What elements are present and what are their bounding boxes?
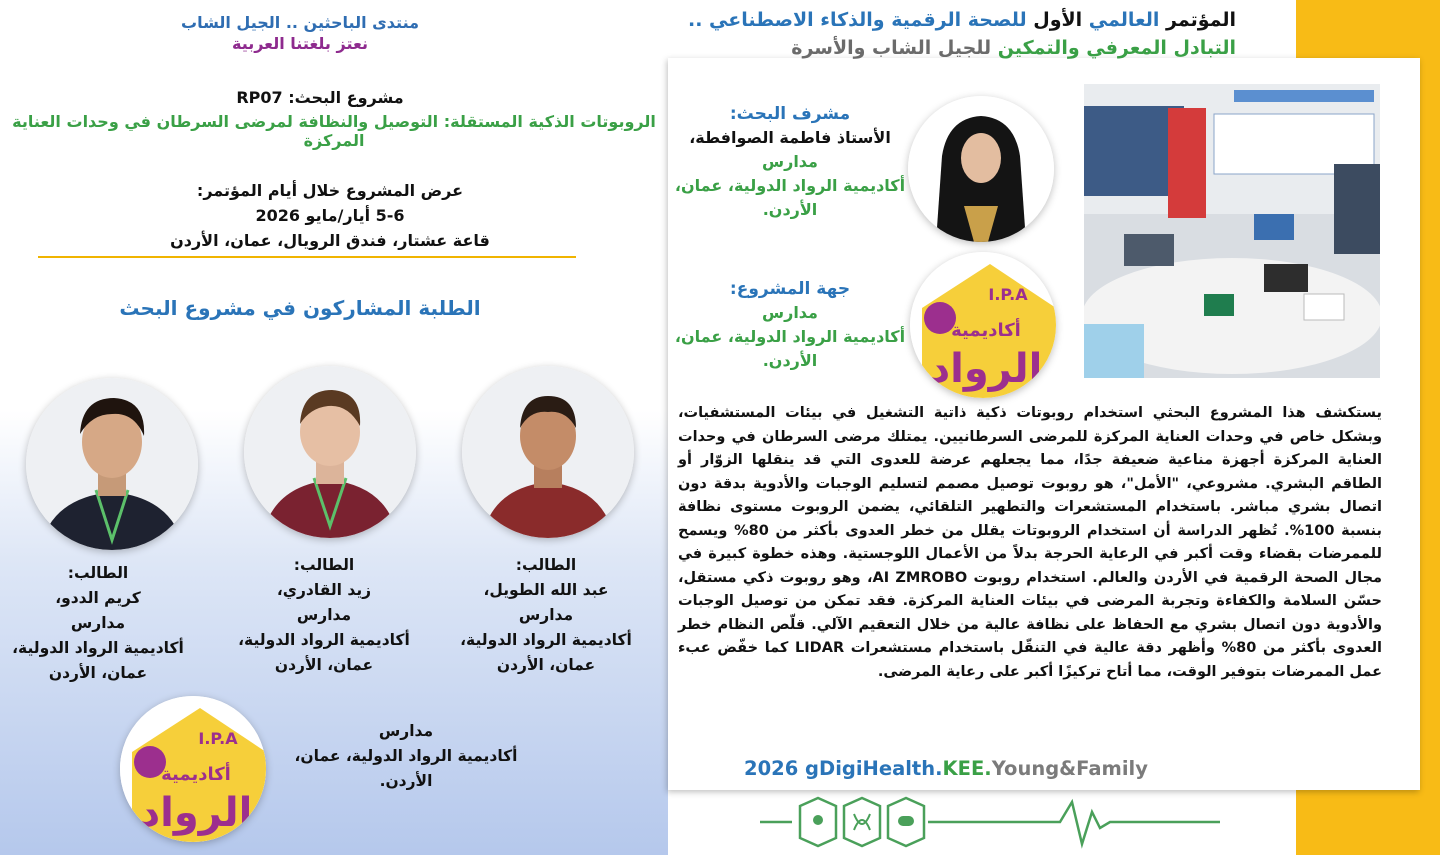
conference-title: المؤتمر العالمي الأول للصحة الرقمية والذكاء الاصطناعي .. التبادل المعرفي والتمكين للجيل الشاب والأسرة <box>687 9 1236 59</box>
project-code: مشروع البحث: RP07 <box>236 88 404 107</box>
schedule-date: 5-6 أيار/مايو 2026 <box>255 206 405 225</box>
svg-text:الرواد: الرواد <box>139 790 253 836</box>
academy-logo-icon <box>910 252 1056 398</box>
robotics-lab-photo <box>1084 84 1380 378</box>
svg-text:I.P.A: I.P.A <box>988 285 1028 304</box>
student-photo-3 <box>26 378 198 550</box>
svg-text:أكاديمية: أكاديمية <box>951 320 1021 341</box>
academy-logo-bottom <box>120 696 266 842</box>
bottom-school-caption: مدارس أكاديمية الرواد الدولية، عمان، الأردن. <box>294 722 518 790</box>
student-caption-3: الطالب: كريم الددو، مدارس أكاديمية الرواد الدولية، عمان، الأردن <box>12 564 184 682</box>
student-caption-1: الطالب: عبد الله الطويل، مدارس أكاديمية الرواد الدولية، عمان، الأردن <box>460 556 632 674</box>
sponsor-label: جهة المشروع: <box>729 279 851 299</box>
student-avatar-icon <box>462 366 634 538</box>
forum-title: منتدى الباحثين .. الجيل الشاب نعتز بلغتنا العربية <box>180 13 420 53</box>
student-avatar-icon <box>244 366 416 538</box>
participants-heading: الطلبة المشاركون في مشروع البحث <box>119 296 481 320</box>
supervisor-photo <box>908 96 1054 242</box>
heartbeat-line-icon <box>760 796 1220 850</box>
lab-image <box>1084 84 1380 378</box>
schedule-venue: قاعة عشتار، فندق الرويال، عمان، الأردن <box>170 231 490 250</box>
supervisor-label: مشرف البحث: <box>729 104 851 124</box>
abstract-text: يستكشف هذا المشروع البحثي استخدام روبوتات ذكية ذاتية التشغيل في بيئات المستشفيات، وبشكل خاص في وحدات العناية المركزة للمرضى السرطانيين. يمتلك مرضى السرطان في وحدات العناية المركزة أجهزة مناعية ضعيفة جدًا، مما يجعلهم عرضة للعدوى التي قد ينقلها الزوّار أو الطاقم البشري. مشروعي، "الأمل"، هو روبوت توصيل مصمم لتسليم الوجبات والأدوية بدقة دون اتصال بشري مباشر. باستخدام المستشعرات والتطهير التلقائي، يضمن الروبوت مستوى نظافة بنسبة 100%. تُظهر الدراسة أن استخدام الروبوتات يقلل من خطر العدوى بأكثر من 80% ويسمح للممرضات بقضاء وقت أكبر في الرعاية الحرجة بدلاً من الأعمال اللوجستية. وهذه خطوة كبيرة في مجال الصحة الرقمية في الأردن والعالم. استخدام روبوت AI ZMROBO، وهو روبوت ذكي مستقل، حسّن السلامة والكفاءة وتجربة المرضى في بيئات العناية المركزة. فقد تمكن من توصيل الوجبات والأدوية دون اتصال بشري مع الحفاظ على نظافة عالية من خلال التعقيم الآلي. قلّص النظام خطر العدوى بأكثر من 80% وأظهر دقة عالية في التنقّل باستخدام مستشعرات LIDAR كما خفّض عبء عمل الممرضات بتوفير الوقت، مما أتاح تركيزًا أكبر على رعاية المرضى. <box>678 405 1383 680</box>
academy-logo-top <box>910 252 1056 398</box>
student-photo-2 <box>244 366 416 538</box>
sponsor-block: جهة المشروع: مدارس أكاديمية الرواد الدولية، عمان، الأردن. <box>668 277 912 373</box>
divider-line <box>38 256 576 258</box>
student-caption-2: الطالب: زيد القادري، مدارس أكاديمية الرواد الدولية، عمان، الأردن <box>238 556 410 674</box>
student-avatar-icon <box>26 378 198 550</box>
student-photo-1 <box>462 366 634 538</box>
supervisor-block: مشرف البحث: الأستاذ فاطمة الصوافطة، مدارس أكاديمية الرواد الدولية، عمان، الأردن. <box>668 102 912 222</box>
supervisor-avatar-icon <box>908 96 1054 242</box>
svg-text:أكاديمية: أكاديمية <box>161 764 231 785</box>
schedule-block <box>80 178 580 253</box>
svg-text:الرواد: الرواد <box>929 346 1043 392</box>
svg-text:I.P.A: I.P.A <box>198 729 238 748</box>
brand-footer: 2026 gDigiHealth.KEE.Young&Family <box>744 757 1148 780</box>
supervisor-name: الأستاذ فاطمة الصوافطة، <box>689 128 891 147</box>
project-title: الروبوتات الذكية المستقلة: التوصيل والنظافة لمرضى السرطان في وحدات العناية المركزة <box>12 112 656 150</box>
schedule-label: عرض المشروع خلال أيام المؤتمر: <box>196 181 464 200</box>
academy-logo-icon <box>120 696 266 842</box>
